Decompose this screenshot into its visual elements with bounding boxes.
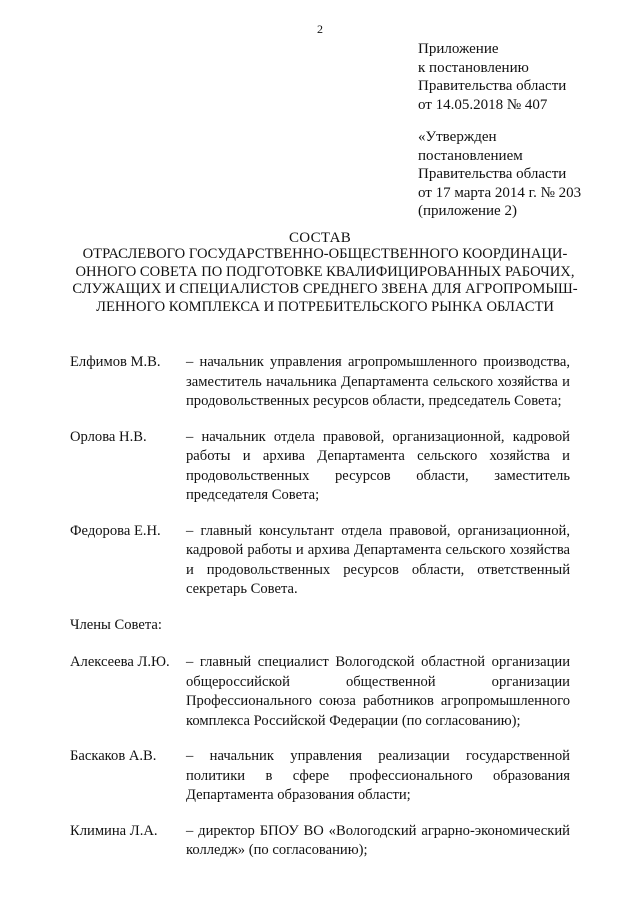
member-duties: – главный специалист Вологодской областной организации общероссийской общественной организации Профессионального союза работников агропромышленного комплекса Российской Федерации (по согласованию);: [186, 654, 570, 729]
approval-line: постановлением: [418, 147, 523, 164]
subtitle-line: ЛЕННОГО КОМПЛЕКСА И ПОТРЕБИТЕЛЬСКОГО РЫНКА ОБЛАСТИ: [96, 298, 554, 315]
approval-line: Правительства области: [418, 166, 567, 182]
roster-entry: [70, 822, 570, 861]
member-name: Алексеева Л.Ю.: [70, 654, 170, 670]
approval-line: (приложение 2): [418, 203, 517, 219]
member-duties: – начальник управления агропромышленного производства, заместитель начальника Департамента сельского хозяйства и продовольственных ресурсов области, председатель Совета;: [186, 354, 570, 409]
council-roster: [70, 353, 570, 877]
attachment-line: к постановлению: [418, 59, 529, 76]
subtitle-line: ОННОГО СОВЕТА ПО ПОДГОТОВКЕ КВАЛИФИЦИРОВАННЫХ РАБОЧИХ,: [75, 263, 575, 280]
document-subtitle: [60, 246, 590, 316]
approval-line: от 17 марта 2014 г. № 203: [418, 184, 582, 201]
member-duties: – директор БПОУ ВО «Вологодский аграрно-экономический колледж» (по согласованию);: [186, 822, 570, 858]
subtitle-line: СЛУЖАЩИХ И СПЕЦИАЛИСТОВ СРЕДНЕГО ЗВЕНА ДЛЯ АГРОПРОМЫШ-: [72, 281, 578, 297]
roster-entry: [70, 428, 570, 506]
members-label: Члены Совета:: [70, 616, 162, 633]
document-title: СОСТАВ: [288, 230, 352, 246]
member-name: Елфимов М.В.: [70, 354, 161, 370]
member-duties: – главный консультант отдела правовой, организационной, кадровой работы и архива Департамента сельского хозяйства и продовольственных ресурсов области, ответственный секретарь Совета.: [186, 522, 570, 597]
member-name: Федорова Е.Н.: [70, 522, 161, 539]
roster-entry: [70, 353, 570, 412]
attachment-block: [418, 40, 633, 114]
member-duties: – начальник отдела правовой, организационной, кадровой работы и архива Департамента сельского хозяйства и продовольственных ресурсов области, заместитель председателя Совета;: [186, 428, 570, 503]
member-name: Орлова Н.В.: [70, 428, 147, 445]
member-name: Климина Л.А.: [70, 822, 158, 839]
member-duties: – начальник управления реализации государственной политики в сфере профессионального образования Департамента образования области;: [186, 748, 570, 803]
attachment-line: Правительства области: [418, 78, 567, 94]
member-name: Баскаков А.В.: [70, 748, 157, 764]
roster-entry: [70, 653, 570, 731]
attachment-line: от 14.05.2018 № 407: [418, 96, 548, 113]
approval-block: [418, 128, 633, 221]
subtitle-line: ОТРАСЛЕВОГО ГОСУДАРСТВЕННО-ОБЩЕСТВЕННОГО КООРДИНАЦИ-: [82, 246, 568, 262]
roster-entry: [70, 747, 570, 806]
roster-entry: [70, 522, 570, 600]
page-number: 2: [317, 22, 323, 36]
attachment-line: Приложение: [418, 41, 499, 57]
approval-line: «Утвержден: [418, 129, 497, 145]
